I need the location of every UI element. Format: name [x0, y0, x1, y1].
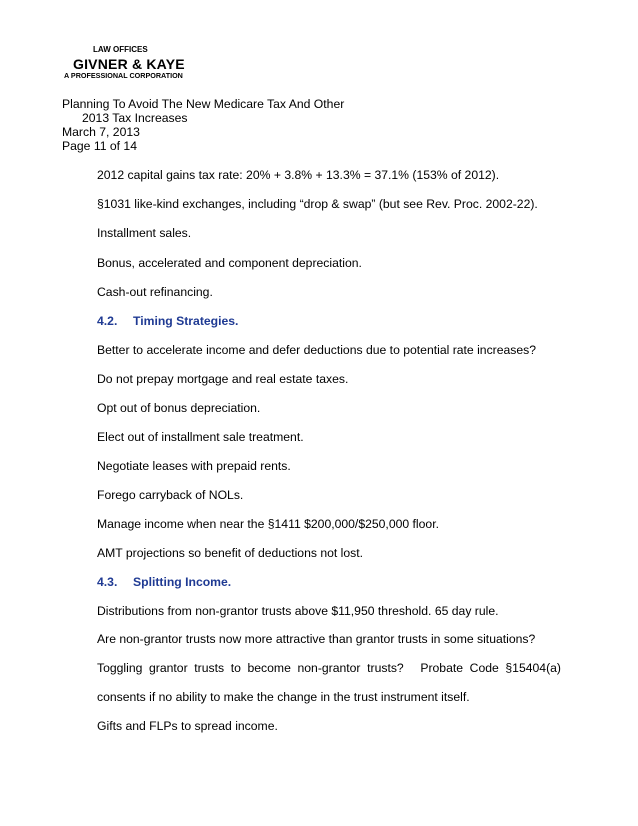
- body-line: Forego carryback of NOLs.: [97, 488, 244, 502]
- section-number: 4.3.: [97, 575, 118, 589]
- word: trusts: [194, 661, 225, 675]
- body-line: Distributions from non-grantor trusts above $11,950 threshold. 65 day rule.: [97, 604, 499, 618]
- body-line: Gifts and FLPs to spread income.: [97, 719, 278, 733]
- header-page-number: Page 11 of 14: [62, 139, 137, 153]
- body-line-justified: [97, 661, 561, 675]
- body-line: §1031 like-kind exchanges, including “drop & swap” (but see Rev. Proc. 2002-22).: [97, 197, 538, 211]
- section-number: 4.2.: [97, 314, 118, 328]
- section-heading-4-3: [97, 575, 231, 589]
- header-title-line2: 2013 Tax Increases: [82, 111, 188, 125]
- word: Toggling: [97, 661, 143, 675]
- word: grantor: [149, 661, 188, 675]
- body-line: consents if no ability to make the change in the trust instrument itself.: [97, 690, 470, 704]
- word: Probate: [420, 661, 464, 675]
- body-line: Opt out of bonus depreciation.: [97, 401, 261, 415]
- body-line: Are non-grantor trusts now more attractive than grantor trusts in some situations?: [97, 632, 536, 646]
- body-line: Bonus, accelerated and component depreciation.: [97, 256, 362, 270]
- word: Code: [469, 661, 499, 675]
- word: trusts?: [367, 661, 404, 675]
- section-title: Splitting Income.: [133, 575, 232, 589]
- letterhead-firm-name: GIVNER & KAYE: [73, 56, 185, 72]
- body-line: Installment sales.: [97, 226, 192, 240]
- header-date: March 7, 2013: [62, 125, 140, 139]
- body-line: Manage income when near the §1411 $200,000/$250,000 floor.: [97, 517, 439, 531]
- word: non-grantor: [297, 661, 361, 675]
- body-line: Cash-out refinancing.: [97, 285, 213, 299]
- body-line: Negotiate leases with prepaid rents.: [97, 459, 291, 473]
- word: become: [247, 661, 291, 675]
- body-line: Do not prepay mortgage and real estate taxes.: [97, 372, 349, 386]
- section-heading-4-2: [97, 314, 238, 328]
- letterhead-office: LAW OFFICES: [93, 45, 148, 54]
- section-title: Timing Strategies.: [133, 314, 239, 328]
- word: §15404(a): [505, 661, 561, 675]
- body-line: 2012 capital gains tax rate: 20% + 3.8% + 13.3% = 37.1% (153% of 2012).: [97, 168, 500, 182]
- body-line: Elect out of installment sale treatment.: [97, 430, 304, 444]
- header-title-line1: Planning To Avoid The New Medicare Tax And Other: [62, 97, 345, 111]
- body-line: AMT projections so benefit of deductions not lost.: [97, 546, 364, 560]
- letterhead-corporation: A PROFESSIONAL CORPORATION: [64, 71, 183, 80]
- word: to: [230, 661, 241, 675]
- body-line: Better to accelerate income and defer deductions due to potential rate increases?: [97, 343, 537, 357]
